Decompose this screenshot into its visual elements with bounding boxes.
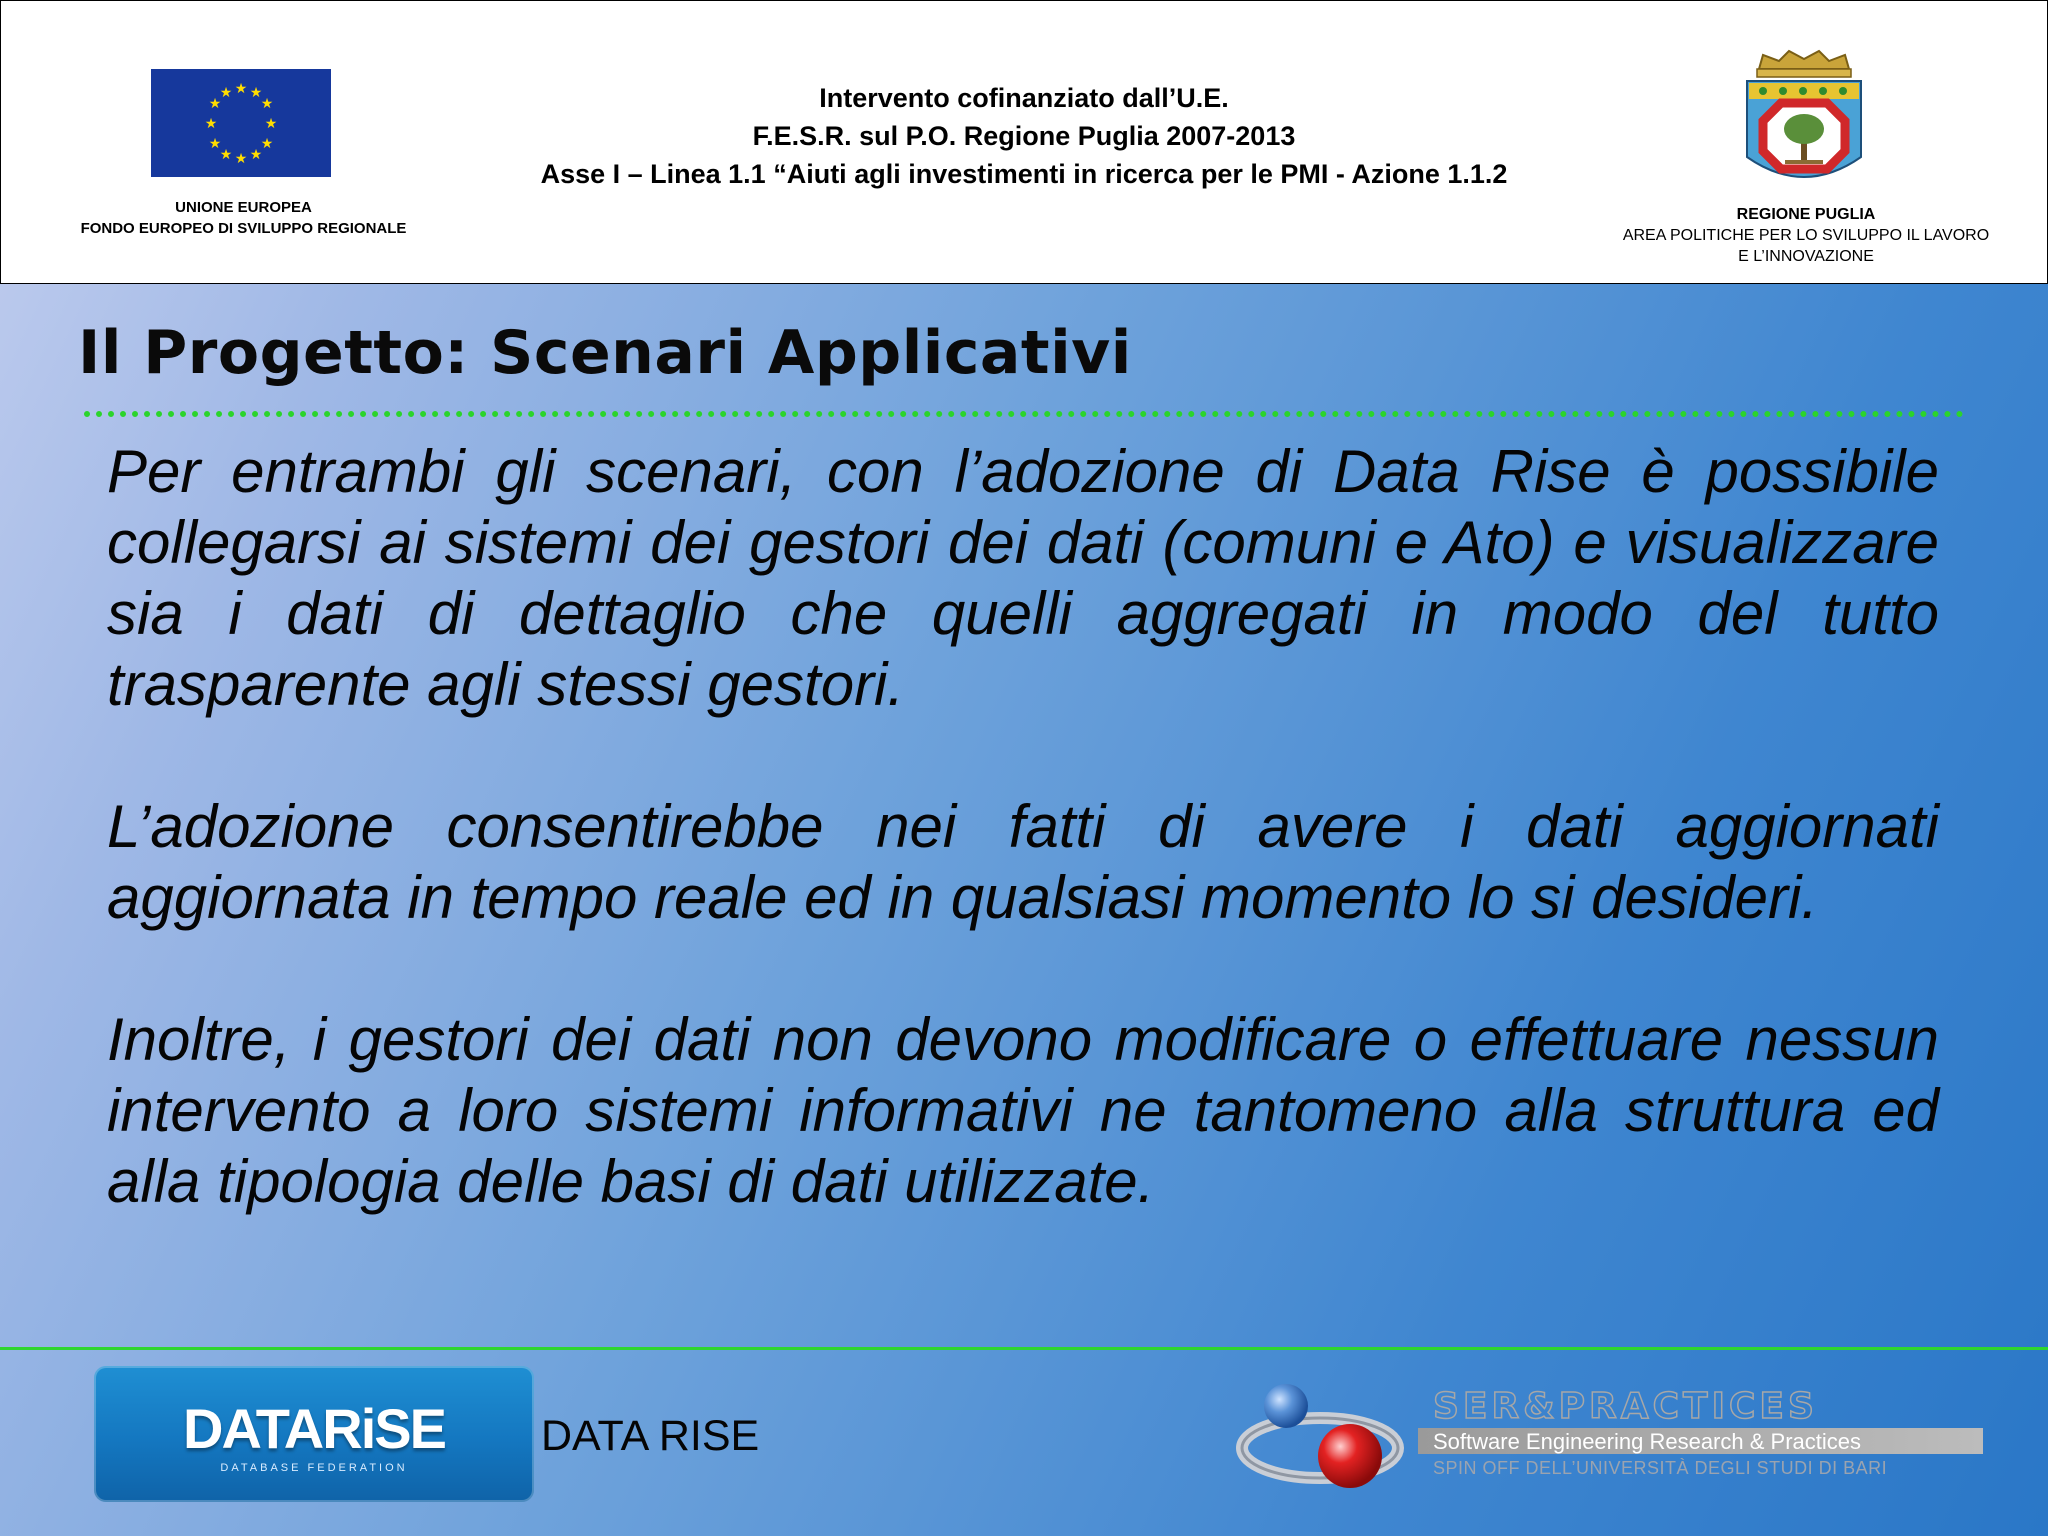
- paragraph-3: Inoltre, i gestori dei dati non devono modificare o effettuare nessun intervento a loro sistemi informativi ne tantomeno alla struttura ed alla tipologia delle basi di dati utilizzate.: [107, 1006, 1939, 1215]
- serpractices-logo: [1228, 1378, 1988, 1528]
- eu-label-line1: UNIONE EUROPEA: [175, 199, 312, 216]
- region-label: [1591, 204, 2021, 267]
- datarise-logo-icon: [94, 1366, 534, 1502]
- funding-statement: [421, 79, 1627, 193]
- region-label-line3: E L’INNOVAZIONE: [1738, 248, 1874, 265]
- svg-text:★: ★: [208, 136, 222, 152]
- funding-line3: Asse I – Linea 1.1 “Aiuti agli investimenti in ricerca per le PMI - Azione 1.1.2: [540, 159, 1508, 189]
- svg-text:★: ★: [234, 151, 248, 167]
- header-banner: [0, 0, 2048, 284]
- svg-text:★: ★: [249, 85, 263, 101]
- svg-text:★: ★: [264, 116, 278, 132]
- serpractices-orbs-icon: [1228, 1378, 1428, 1528]
- puglia-crest-icon: [1741, 47, 1867, 197]
- region-label-line1: REGIONE PUGLIA: [1736, 206, 1876, 223]
- funding-line2: F.E.S.R. sul P.O. Regione Puglia 2007-2013: [752, 121, 1296, 151]
- datarise-logo-text: DATARiSE: [183, 1397, 445, 1460]
- eu-label-line2: FONDO EUROPEO DI SVILUPPO REGIONALE: [80, 220, 407, 237]
- svg-text:★: ★: [219, 147, 233, 163]
- region-label-line2: AREA POLITICHE PER LO SVILUPPO IL LAVORO: [1622, 227, 1990, 244]
- svg-text:★: ★: [219, 85, 233, 101]
- slide-title: Il Progetto: Scenari Applicativi: [78, 318, 1132, 388]
- serpractices-name: SER&PRACTICES: [1433, 1386, 1818, 1427]
- serpractices-tagline: Software Engineering Research & Practices: [1433, 1429, 1861, 1454]
- datarise-logo-subtitle: DATABASE FEDERATION: [220, 1462, 408, 1474]
- svg-text:★: ★: [208, 96, 222, 112]
- eu-label: [21, 197, 466, 239]
- title-divider: [84, 411, 1964, 417]
- paragraph-1: Per entrambi gli scenari, con l’adozione di Data Rise è possibile collegarsi ai sistemi dei gestori dei dati (comuni e Ato) e visualizzare sia i dati di dettaglio che quelli aggregati in modo del tutto trasparente agli stessi gestori.: [107, 438, 1939, 718]
- eu-flag-icon: [151, 69, 331, 177]
- slide-body: [107, 436, 1939, 1217]
- funding-line1: Intervento cofinanziato dall’U.E.: [819, 83, 1229, 113]
- serpractices-subtitle: SPIN OFF DELL’UNIVERSITÀ DEGLI STUDI DI BARI: [1433, 1458, 1888, 1478]
- svg-text:★: ★: [260, 136, 274, 152]
- footer-label: DATA RISE: [541, 1412, 760, 1460]
- svg-text:★: ★: [249, 147, 263, 163]
- footer-divider: [0, 1347, 2048, 1350]
- svg-text:★: ★: [234, 81, 248, 97]
- svg-text:★: ★: [204, 116, 218, 132]
- svg-text:★: ★: [260, 96, 274, 112]
- paragraph-2: L’adozione consentirebbe nei fatti di avere i dati aggiornati aggiornata in tempo reale ed in qualsiasi momento lo si desideri.: [107, 793, 1939, 931]
